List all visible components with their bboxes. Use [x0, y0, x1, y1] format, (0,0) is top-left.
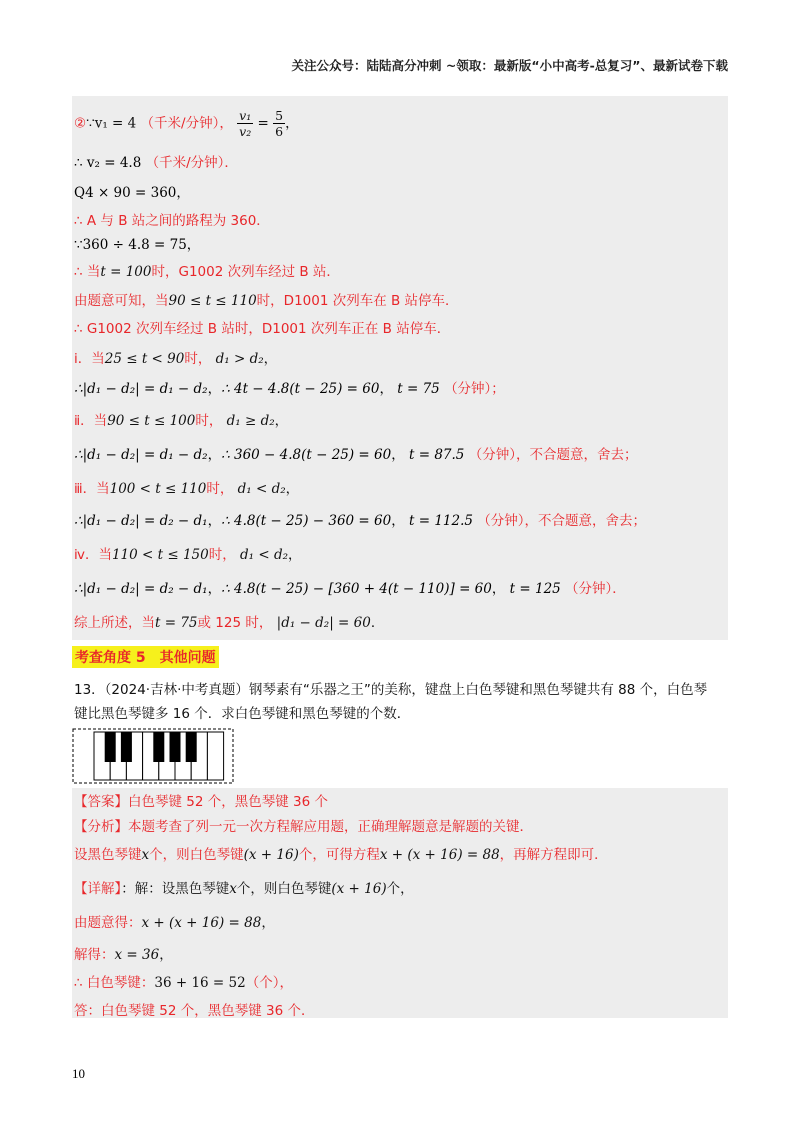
case-2-equation: ∴|d₁ − d₂| = d₁ − d₂，∴ 360 − 4.8(t − 25) = 60， t = 87.5 （分钟），不合题意，舍去；: [74, 447, 638, 463]
analysis-line: 【分析】本题考查了列一元一次方程解应用题，正确理解题意是解题的关键．: [74, 819, 533, 835]
black-key: [186, 732, 197, 762]
step-white-keys-line: ∴ 白色琴键：36 + 16 = 52（个），: [74, 975, 293, 991]
case-2-condition: ⅱ．当90 ≤ t ≤ 100时， d₁ ≥ d₂，: [74, 413, 289, 429]
final-answer-line: 答：白色琴键 52 个，黑色琴键 36 个．: [74, 1003, 315, 1019]
time-calc-line: ∵360 ÷ 4.8 = 75，: [74, 237, 201, 253]
fraction-v1-v2: $\frac{\text{v₁}}{\text{v₂}}$: [239, 108, 252, 139]
step-solve-line: 解得：x = 36，: [74, 947, 173, 963]
d1001-line: 由题意可知，当90 ≤ t ≤ 110时，D1001 次列车在 B 站停车．: [74, 293, 459, 309]
unit-text: （千米/分钟），: [140, 115, 233, 132]
black-key: [153, 732, 164, 762]
analysis-detail-line: 设黑色琴键x个，则白色琴键(x + 16)个，可得方程x + (x + 16) = 88，再解方程即可．: [74, 847, 608, 863]
g1002-line: ∴ 当t = 100时，G1002 次列车经过 B 站．: [74, 264, 340, 280]
conclusion-line: ∴ G1002 次列车经过 B 站时，D1001 次列车正在 B 站停车．: [74, 321, 451, 337]
section-title: 考查角度 5 其他问题: [72, 646, 219, 668]
answer-line: 【答案】白色琴键 52 个，黑色琴键 36 个: [74, 794, 329, 810]
case-4-condition: ⅳ．当110 < t ≤ 150时， d₁ < d₂，: [74, 547, 302, 563]
step-equation-line: 由题意得：x + (x + 16) = 88，: [74, 915, 275, 931]
fraction-5-6: $\frac{5}{6}$: [275, 108, 284, 139]
question-line-1: 13．（2024·吉林·中考真题）钢琴素有“乐器之王”的美称，键盘上白色琴键和黑色琴键共有 88 个，白色琴: [74, 682, 708, 698]
white-key: [207, 732, 223, 780]
circle-2-marker: ②: [74, 115, 87, 132]
case-3-condition: ⅲ．当100 < t ≤ 110时， d₁ < d₂，: [74, 481, 300, 497]
case-3-equation: ∴|d₁ − d₂| = d₂ − d₁，∴ 4.8(t − 25) − 360 = 60， t = 112.5 （分钟），不合题意，舍去；: [74, 513, 647, 529]
v2-line: ∴ v₂ = 4.8 （千米/分钟）．: [74, 155, 238, 171]
question-line-2: 键比黑色琴键多 16 个．求白色琴键和黑色琴键的个数．: [74, 706, 411, 722]
distance-calc-line: Q4 × 90 = 360，: [74, 185, 190, 201]
page-number: 10: [72, 1066, 85, 1081]
piano-keyboard-figure: [72, 728, 234, 784]
black-key: [170, 732, 181, 762]
speed-v1: ∵v₁ = 4: [86, 115, 137, 132]
case-1-condition: ⅰ．当25 ≤ t < 90时， d₁ > d₂，: [74, 351, 278, 367]
distance-result-line: ∴ A 与 B 站之间的路程为 360．: [74, 213, 270, 229]
page-header: 关注公众号：陆陆高分冲刺 ~领取：最新版“小中高考-总复习”、最新试卷下载: [291, 58, 728, 73]
black-key: [121, 732, 132, 762]
case-4-equation: ∴|d₁ − d₂| = d₂ − d₁，∴ 4.8(t − 25) − [360 + 4(t − 110)] = 60， t = 125 （分钟）．: [74, 581, 626, 597]
speed-line: ②∵v₁ = 4 （千米/分钟）， $\frac{\text{v₁}}{\text{v₂}}$ = $\frac{5}{6}$ ，: [74, 108, 299, 139]
black-key: [105, 732, 116, 762]
detail-intro-line: 【详解】：解：设黑色琴键x个，则白色琴键(x + 16)个，: [74, 881, 414, 897]
case-1-equation: ∴|d₁ − d₂| = d₁ − d₂，∴ 4t − 4.8(t − 25) = 60， t = 75 （分钟）；: [74, 381, 505, 397]
summary-line: 综上所述，当t = 75或 125 时， |d₁ − d₂| = 60．: [74, 615, 385, 631]
